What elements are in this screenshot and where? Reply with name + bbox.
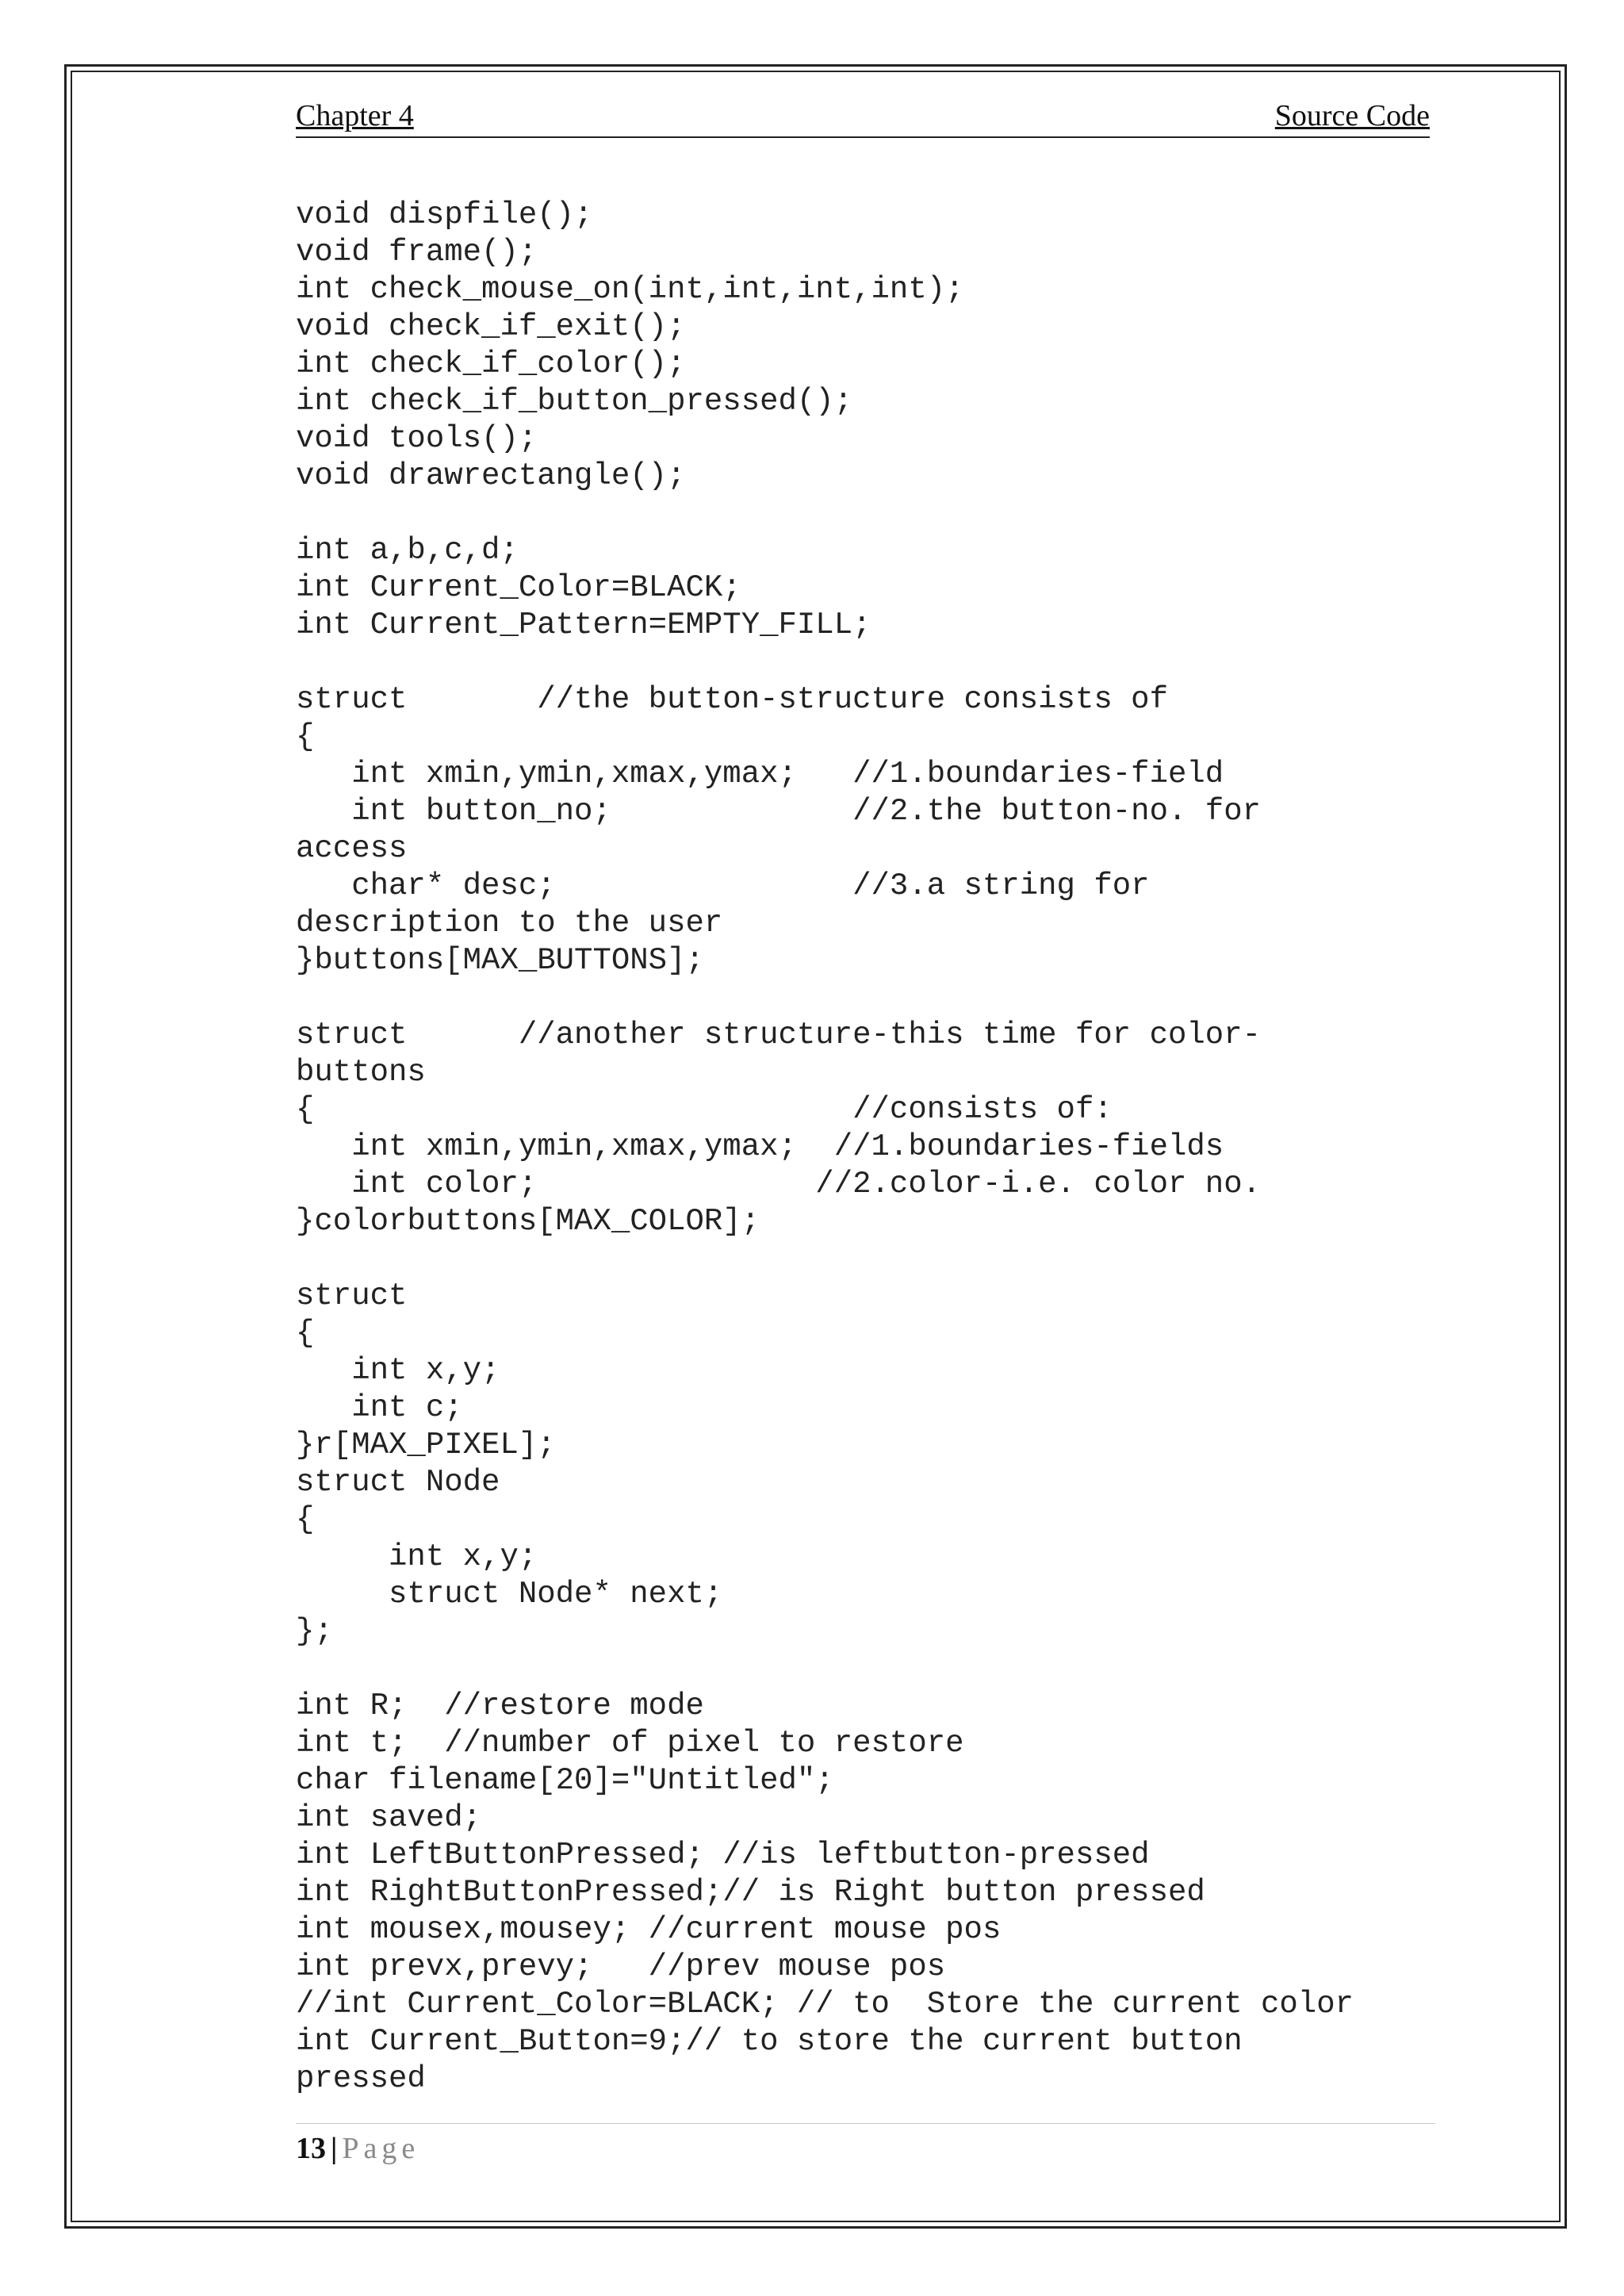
footer-divider xyxy=(296,2123,1435,2124)
section-title: Source Code xyxy=(1274,99,1430,132)
page-footer xyxy=(296,2129,419,2168)
page-label: Page xyxy=(342,2132,420,2165)
footer-separator: | xyxy=(331,2132,338,2165)
page-number: 13 xyxy=(296,2132,326,2165)
chapter-title: Chapter 4 xyxy=(296,99,414,132)
page-header xyxy=(296,98,1430,138)
source-code-block: void dispfile(); void frame(); int check_mouse_on(int,int,int,int); void check_if_exit(); int check_if_color(); int check_if_button_pressed(); void tools(); void drawrectangle(); int a,b,c,d; int Current_Color=BLACK; int Current_Pattern=EMPTY_FILL; struct //the button-structure consists of { int xmin,ymin,xmax,ymax; //1.boundaries-field int button_no; //2.the button-no. for access char* desc; //3.a string for description to the user }buttons[MAX_BUTTONS]; struct //another structure-this time for color- buttons { //consists of: int xmin,ymin,xmax,ymax; //1.boundaries-fields int color; //2.color-i.e. color no. }colorbuttons[MAX_COLOR]; struct { int x,y; int c; }r[MAX_PIXEL]; struct Node { int x,y; struct Node* next; }; int R; //restore mode int t; //number of pixel to restore char filename[20]="Untitled"; int saved; int LeftButtonPressed; //is leftbutton-pressed int RightButtonPressed;// is Right button pressed int mousex,mousey; //current mouse pos int prevx,prevy; //prev mouse pos //int Current_Color=BLACK; // to Store the current color int Current_Button=9;// to store the current button pressed xyxy=(296,197,1354,2096)
